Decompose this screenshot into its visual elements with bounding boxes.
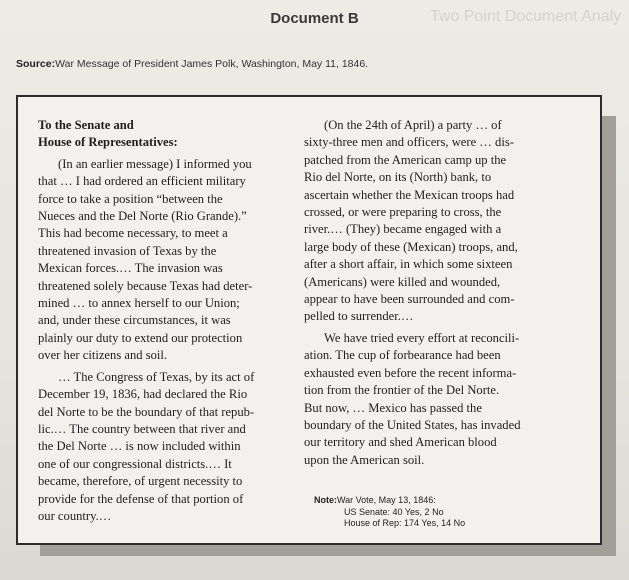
text-line: over her citizens and soil. xyxy=(38,348,168,363)
text-line: one of our congressional districts.… It xyxy=(38,456,232,471)
text-line: ation. The cup of forbearance had been xyxy=(304,348,501,363)
text-line: mined … to annex herself to our Union; xyxy=(38,296,240,311)
text-line: Rio del Norte, on its (North) bank, to xyxy=(304,170,492,185)
text-line: that … I had ordered an efficient military xyxy=(38,174,246,189)
house-vote: House of Rep: 174 Yes, 14 No xyxy=(344,518,466,528)
text-line: pelled to surrender.… xyxy=(304,309,414,324)
text-line: ascertain whether the Mexican troops had xyxy=(304,187,515,202)
text-line: our territory and shed American blood xyxy=(304,435,497,450)
note-title: War Vote, May 13, 1846: xyxy=(337,495,436,505)
address-line: To the Senate and xyxy=(38,118,134,132)
text-line: appear to have been surrounded and com- xyxy=(304,292,515,307)
text-line: Mexican forces.… The invasion was xyxy=(38,261,223,276)
text-line: But now, … Mexico has passed the xyxy=(304,400,482,415)
text-line: after a short affair, in which some sixteen xyxy=(304,257,513,272)
source-label: Source: xyxy=(16,58,56,70)
text-line: large body of these (Mexican) troops, and, xyxy=(304,239,518,254)
text-line: (Americans) were killed and wounded, xyxy=(304,274,501,289)
text-line: and, under these circumstances, it was xyxy=(38,313,231,328)
text-line: threatened invasion of Texas by the xyxy=(38,243,217,258)
text-line: boundary of the United States, has invaded xyxy=(304,417,521,432)
senate-vote: US Senate: 40 Yes, 2 No xyxy=(344,506,444,517)
text-line: Nueces and the Del Norte (Rio Grande).” xyxy=(38,209,247,224)
text-line: (On the 24th of April) a party … of xyxy=(324,118,502,132)
source-text: War Message of President James Polk, Washington, May 11, 1846. xyxy=(55,58,369,70)
right-column xyxy=(304,117,579,469)
document-card xyxy=(16,95,602,545)
text-line: became, therefore, of urgent necessity to xyxy=(38,474,243,489)
text-line: crossed, or were preparing to cross, the xyxy=(304,205,502,220)
text-line: tion from the frontier of the Del Norte. xyxy=(304,383,500,398)
text-line: exhausted even before the recent informa- xyxy=(304,365,517,380)
text-line: plainly our duty to extend our protection xyxy=(38,330,243,345)
document-title: Document B xyxy=(270,10,359,27)
text-line: This had become necessary, to meet a xyxy=(38,226,228,241)
text-line: threatened solely because Texas had deter- xyxy=(38,278,253,293)
left-column xyxy=(38,117,283,525)
bleed-through-title: Two Point Document Analy xyxy=(430,8,622,25)
text-line: (In an earlier message) I informed you xyxy=(58,156,252,171)
text-line: patched from the American camp up the xyxy=(304,152,507,167)
text-line: provide for the defense of that portion of xyxy=(38,491,244,506)
text-line: We have tried every effort at reconcili- xyxy=(324,330,520,345)
text-line: December 19, 1836, had declared the Rio xyxy=(38,387,248,402)
source-line xyxy=(16,58,368,70)
text-line: force to take a position “between the xyxy=(38,191,223,206)
text-line: del Norte to be the boundary of that repub- xyxy=(38,404,255,419)
address-line: House of Representatives: xyxy=(38,135,178,150)
war-vote-note xyxy=(314,495,465,530)
text-line: our country.… xyxy=(38,508,112,523)
text-line: lic.… The country between that river and xyxy=(38,421,246,436)
text-line: sixty-three men and officers, were … dis- xyxy=(304,135,514,150)
text-line: the Del Norte … is now included within xyxy=(38,439,241,454)
text-line: river.… (They) became engaged with a xyxy=(304,222,502,237)
text-line: … The Congress of Texas, by its act of xyxy=(58,369,255,384)
note-label: Note: xyxy=(314,495,337,505)
text-line: upon the American soil. xyxy=(304,452,425,467)
